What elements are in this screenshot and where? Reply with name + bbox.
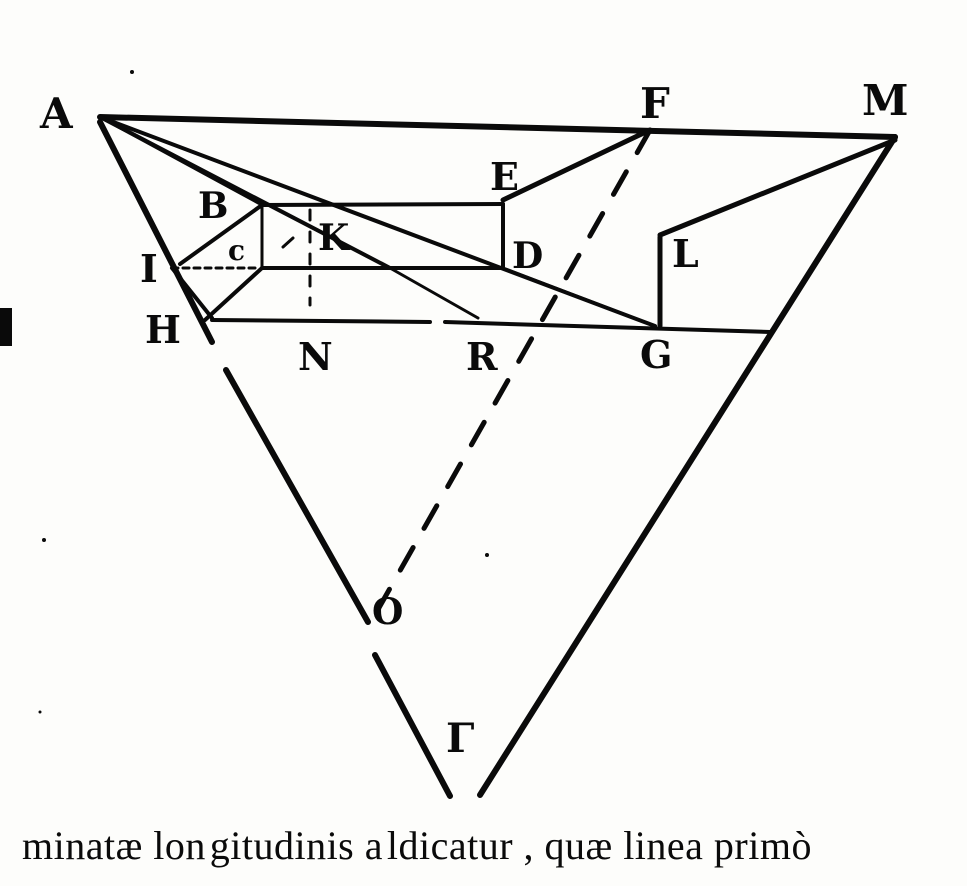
line-D-R bbox=[390, 268, 478, 318]
label-F: F bbox=[640, 79, 670, 128]
label-R: R bbox=[466, 334, 498, 379]
label-H: H bbox=[145, 307, 181, 352]
line-A-B bbox=[100, 117, 262, 205]
line-B-E bbox=[262, 204, 503, 205]
label-c: c bbox=[228, 234, 246, 267]
line-H-Gamma-upper bbox=[226, 370, 368, 622]
label-Gamma: Γ bbox=[446, 715, 475, 762]
line-E-F bbox=[503, 130, 650, 200]
label-L: L bbox=[672, 231, 699, 276]
label-M: M bbox=[862, 76, 909, 125]
label-O: O bbox=[372, 591, 404, 633]
label-N: N bbox=[298, 334, 333, 379]
label-D: D bbox=[512, 235, 544, 277]
line-A-M bbox=[100, 117, 895, 137]
label-K: K bbox=[318, 217, 350, 259]
body-text-line: minatæ lon gitudinis a ldicatur , quæ linea primò bbox=[22, 823, 812, 868]
label-I: I bbox=[140, 246, 158, 291]
line-N-G bbox=[445, 322, 770, 332]
label-A: A bbox=[40, 89, 73, 138]
tick-near-K bbox=[283, 238, 293, 247]
figure-labels bbox=[39, 76, 909, 762]
label-G: G bbox=[640, 332, 673, 377]
label-E: E bbox=[490, 154, 519, 199]
line-H-Gamma-lower bbox=[375, 655, 450, 796]
line-H-N bbox=[212, 320, 430, 322]
label-B: B bbox=[198, 185, 229, 227]
line-c-H bbox=[205, 268, 262, 320]
ink-specks bbox=[39, 70, 490, 714]
